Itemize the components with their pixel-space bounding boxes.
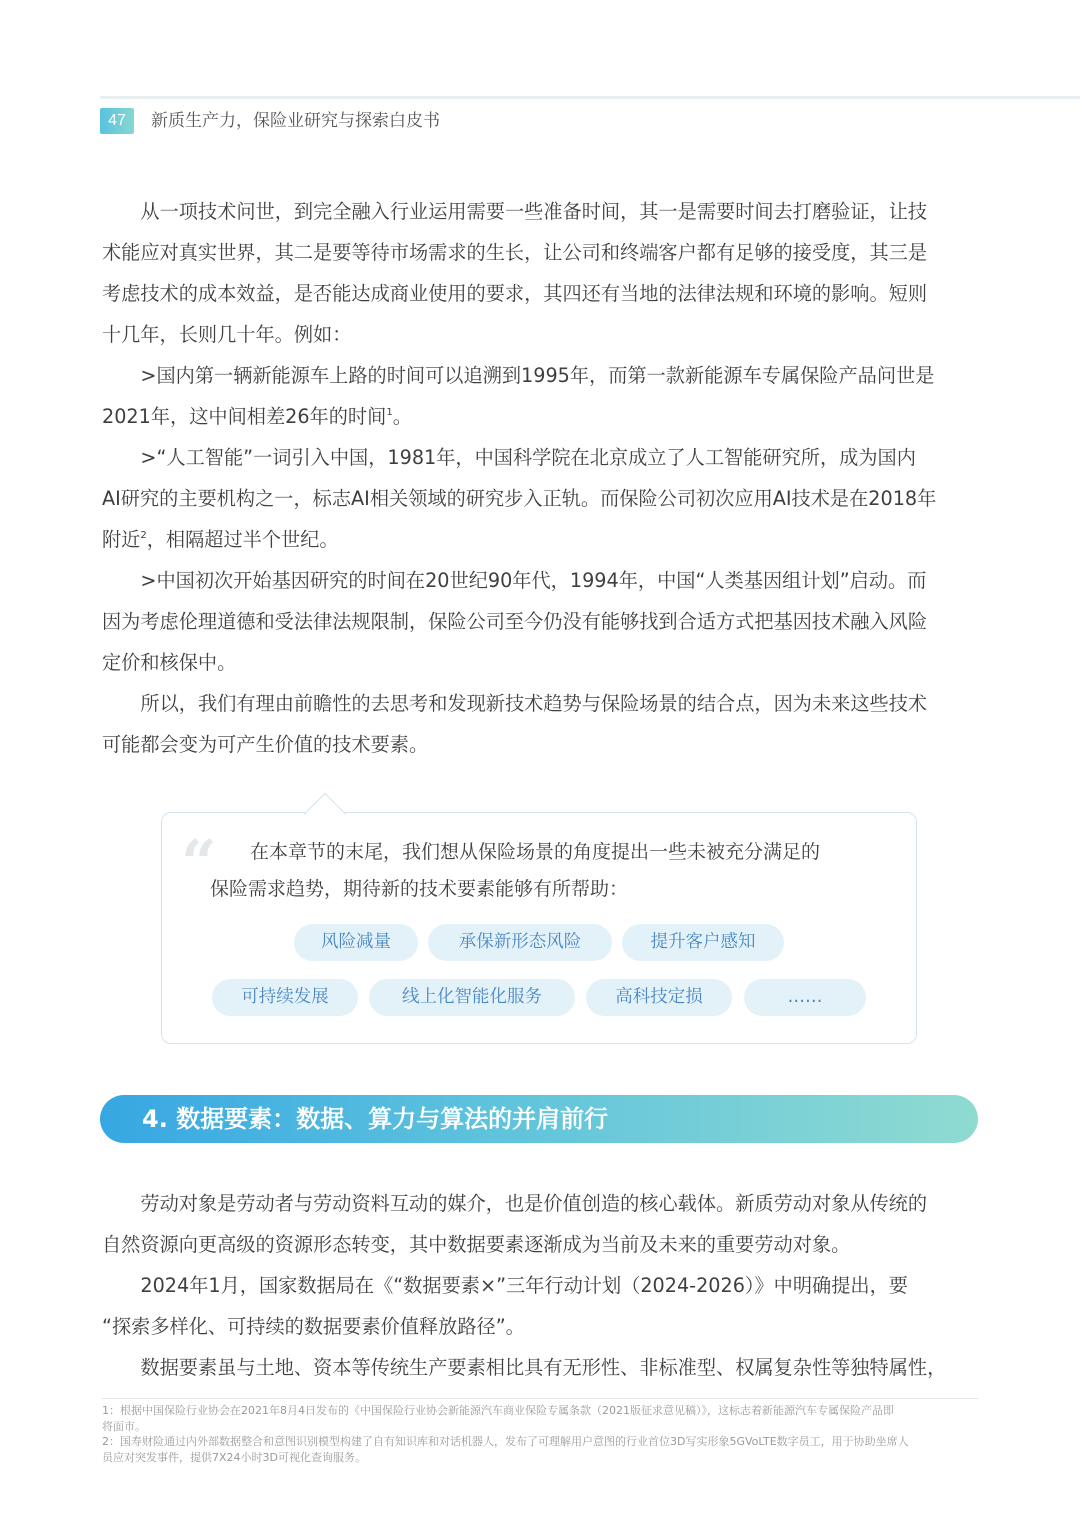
footnote-ref: 1 bbox=[386, 407, 393, 418]
footnote-ref: 2 bbox=[140, 530, 147, 541]
section-heading-banner bbox=[100, 1095, 978, 1143]
paragraph: 劳动对象是劳动者与劳动资料互动的媒介，也是价值创造的核心载体。新质劳动对象从传统的 自然资源向更高级的资源形态转变，其中数据要素逐渐成为当前及未来的重要劳动对象。 bbox=[102, 1192, 928, 1256]
callout-text: 在本章节的末尾，我们想从保险场景的角度提出一些未被充分满足的 保险需求趋势，期待新的技术要素能够有所帮助： bbox=[210, 841, 821, 900]
intro-text bbox=[102, 191, 978, 765]
tag-risk-reduction: 风险减量 bbox=[294, 924, 418, 961]
quote-icon: “ bbox=[181, 826, 217, 899]
tag-more: …… bbox=[744, 979, 866, 1016]
example-ai: >“人工智能”一词引入中国，1981年，中国科学院在北京成立了人工智能研究所，成为国内 AI研究的主要机构之一，标志AI相关领域的研究步入正轨。而保险公司初次应用AI技术是在2018年 附近$^2$，相隔超过半个世纪。 bbox=[102, 446, 937, 551]
footnote-1: 1：根据中国保险行业协会在2021年8月4日发布的《中国保险行业协会新能源汽车商业保险专属条款（2021版征求意见稿）》，这标志着新能源汽车专属保险产品即 将面市。 bbox=[102, 1404, 894, 1433]
tag-new-risk-underwriting: 承保新形态风险 bbox=[428, 924, 612, 961]
tag-sustainability: 可持续发展 bbox=[212, 979, 358, 1016]
footnote-2: 2：国寿财险通过内外部数据整合和意图识别模型构建了自有知识库和对话机器人，发布了可理解用户意图的行业首位3D写实形象5GVoLTE数字员工，用于协助坐席人 员应对突发事件，提供7X24小时3D可视化查询服务。 bbox=[102, 1435, 909, 1464]
footnote-divider bbox=[102, 1398, 978, 1399]
callout-pointer bbox=[303, 785, 347, 815]
example-ev: >国内第一辆新能源车上路的时间可以追溯到1995年，而第一款新能源车专属保险产品问世是 2021年，这中间相差26年的时间$^1$。 bbox=[102, 364, 935, 428]
tag-hightech-loss-assessment: 高科技定损 bbox=[586, 979, 732, 1016]
tag-online-smart-service: 线上化智能化服务 bbox=[369, 979, 575, 1016]
running-header-title: 新质生产力，保险业研究与探索白皮书 bbox=[151, 111, 440, 131]
footnotes bbox=[102, 1403, 978, 1465]
page-number-badge: 47 bbox=[100, 108, 134, 134]
paragraph: 数据要素虽与土地、资本等传统生产要素相比具有无形性、非标准型、权属复杂性等独特属性， bbox=[140, 1356, 947, 1379]
section-body bbox=[102, 1183, 978, 1388]
paragraph: 从一项技术问世，到完全融入行业运用需要一些准备时间，其一是需要时间去打磨验证，让技 术能应对真实世界，其二是要等待市场需求的生长，让公司和终端客户都有足够的接受度，其三是 考虑技术的成本效益，是否能达成商业使用的要求，其四还有当地的法律法规和环境的影响。短则 十几年，长则几十年。例如： bbox=[102, 200, 928, 346]
header-divider bbox=[100, 96, 1080, 99]
example-gene: >中国初次开始基因研究的时间在20世纪90年代，1994年，中国“人类基因组计划”启动。而 因为考虑伦理道德和受法律法规限制，保险公司至今仍没有能够找到合适方式把基因技术融入风险 定价和核保中。 bbox=[102, 569, 928, 674]
section-title: 4. 数据要素：数据、算力与算法的并肩前行 bbox=[142, 1105, 609, 1133]
tag-customer-perception: 提升客户感知 bbox=[622, 924, 784, 961]
paragraph: 2024年1月，国家数据局在《“数据要素×”三年行动计划（2024-2026）》中明确提出，要 “探索多样化、可持续的数据要素价值释放路径”。 bbox=[102, 1274, 908, 1338]
paragraph: 所以，我们有理由前瞻性的去思考和发现新技术趋势与保险场景的结合点，因为未来这些技术 可能都会变为可产生价值的技术要素。 bbox=[102, 692, 928, 756]
